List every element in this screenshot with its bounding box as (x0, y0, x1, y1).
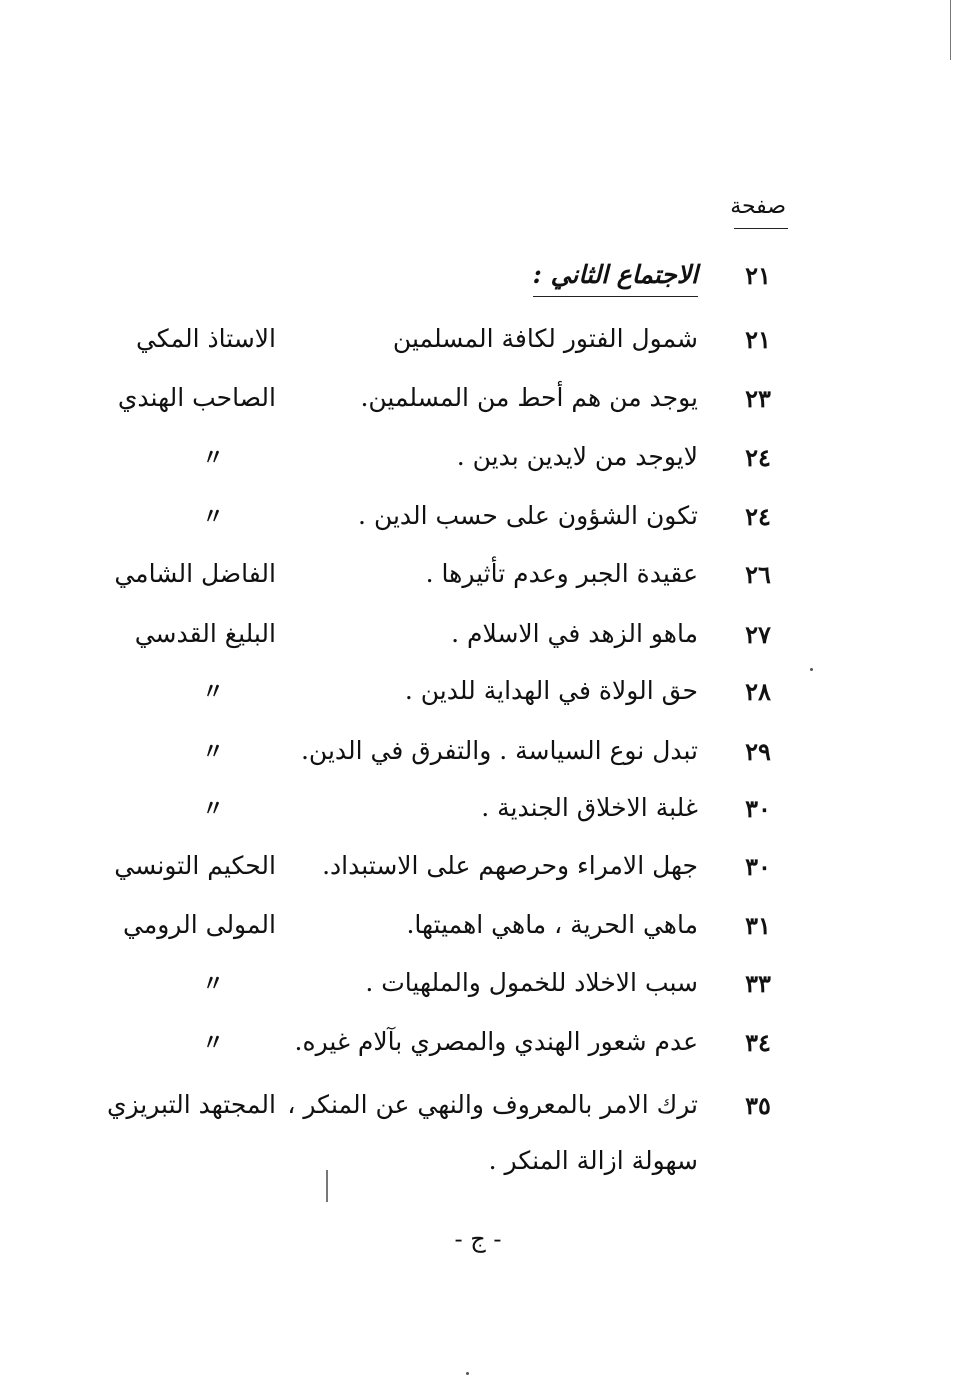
entry-author: المجتهد التبريزي (106, 1090, 276, 1119)
toc-row (0, 1084, 956, 1128)
page-number: ٢٤ (745, 502, 771, 531)
page-number: ٣٠ (745, 852, 771, 881)
entry-title: سبب الاخلاد للخمول والملهيات . (365, 968, 698, 997)
scan-speck (466, 1372, 469, 1375)
entry-title: ماهي الحرية ، ماهي اهميتها. (406, 910, 698, 939)
page-number: ٢٤ (745, 443, 771, 472)
entry-title: حق الولاة في الهداية للدين . (404, 676, 698, 705)
page-number: ٢١ (745, 325, 771, 354)
toc-row (0, 1021, 956, 1065)
toc-row (0, 670, 956, 714)
entry-title: ماهو الزهد في الاسلام . (451, 619, 698, 648)
toc-row (0, 845, 956, 889)
toc-row (0, 787, 956, 831)
ditto-mark: 〃 (201, 796, 224, 822)
toc-row (0, 730, 956, 774)
entry-title: شمول الفتور لكافة المسلمين (392, 324, 698, 353)
page-number: ٣٤ (745, 1028, 771, 1057)
entry-title: عدم شعور الهندي والمصري بآلام غيره. (294, 1027, 698, 1056)
entry-title: ترك الامر بالمعروف والنهي عن المنكر ، (287, 1090, 698, 1119)
section-heading: الاجتماع الثاني : (533, 256, 698, 297)
toc-row (0, 495, 956, 539)
page-number: ٢٨ (745, 677, 771, 706)
entry-title: تكون الشؤون على حسب الدين . (358, 501, 698, 530)
entry-title: عقيدة الجبر وعدم تأثيرها . (425, 559, 698, 588)
entry-author: الاستاذ المكي (135, 324, 276, 353)
ditto-mark: 〃 (201, 445, 224, 471)
page-number: ٣١ (745, 911, 771, 940)
ditto-mark: 〃 (201, 504, 224, 530)
toc-row (0, 318, 956, 362)
entry-author: البليغ القدسي (134, 619, 276, 648)
page-number: ٢٧ (745, 620, 771, 649)
toc-row (0, 904, 956, 948)
ditto-mark: 〃 (201, 971, 224, 997)
page-number: ٢٦ (745, 560, 771, 589)
entry-author: المولى الرومي (123, 910, 276, 939)
page-number: ٣٥ (745, 1091, 771, 1120)
entry-continuation: سهولة ازالة المنكر . (488, 1146, 698, 1175)
ditto-mark: 〃 (201, 739, 224, 765)
page-number: ٢١ (745, 261, 771, 290)
entry-title: جهل الامراء وحرصهم على الاستبداد. (322, 851, 698, 880)
entry-title: تبدل نوع السياسة . والتفرق في الدين. (300, 736, 698, 765)
toc-row (0, 436, 956, 480)
toc-row (0, 377, 956, 421)
toc-row (0, 553, 956, 597)
entry-title: لايوجد من لايدين بدين . (456, 442, 698, 471)
toc-row (0, 254, 956, 298)
page-number: ٣٠ (745, 794, 771, 823)
toc-row (0, 613, 956, 657)
toc-row (0, 962, 956, 1006)
entry-title: يوجد من هم أحط من المسلمين. (360, 383, 698, 412)
page-column-header: صفحة (730, 194, 786, 219)
scan-edge-line (950, 0, 951, 60)
ditto-mark: 〃 (201, 679, 224, 705)
entry-author: الفاضل الشامي (114, 559, 276, 588)
page-folio: - ج - (454, 1225, 502, 1253)
entry-title: غلبة الاخلاق الجندية . (481, 793, 698, 822)
entry-author: الحكيم التونسي (114, 851, 276, 880)
ditto-mark: 〃 (201, 1030, 224, 1056)
entry-author: الصاحب الهندي (117, 383, 276, 412)
scan-stray-mark (326, 1170, 328, 1202)
header-underline (734, 228, 788, 229)
scan-speck (810, 668, 813, 671)
page-number: ٢٩ (745, 737, 771, 766)
page-number: ٣٣ (745, 969, 771, 998)
page-number: ٢٣ (745, 384, 771, 413)
